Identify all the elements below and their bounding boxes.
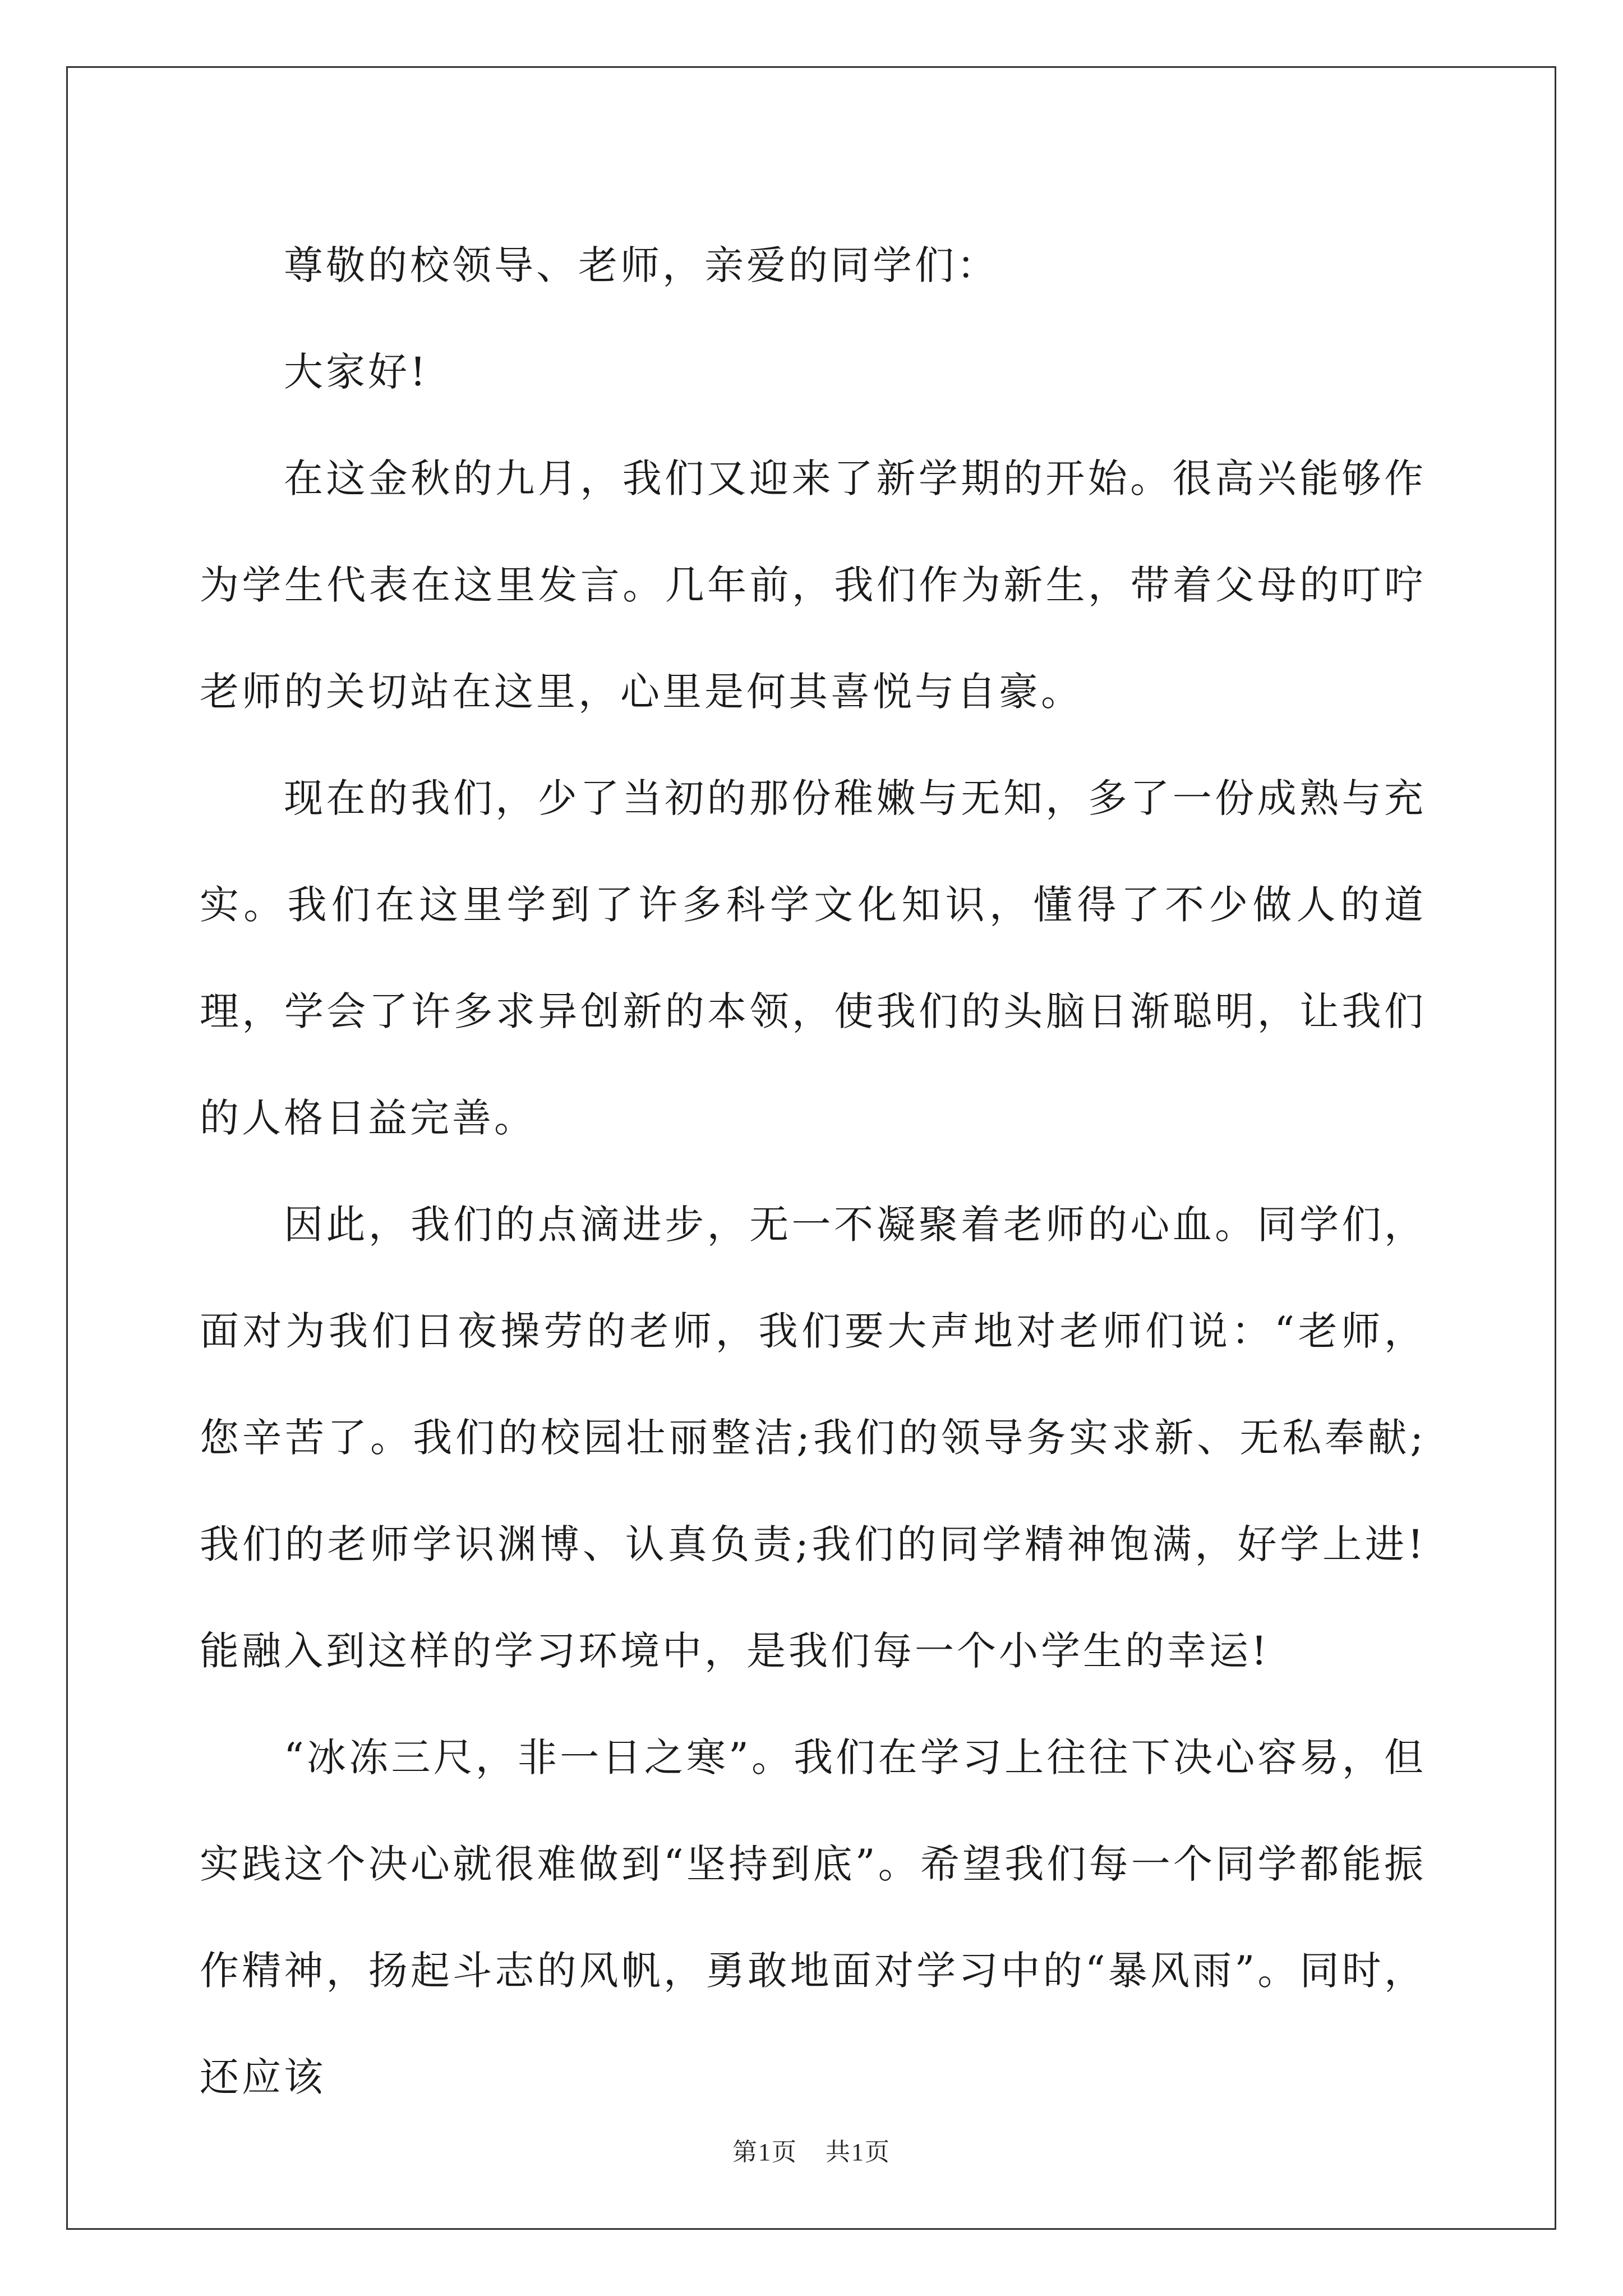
page-footer xyxy=(0,2132,1623,2168)
document-body xyxy=(200,212,1426,2131)
body-paragraph: 因此，我们的点滴进步，无一不凝聚着老师的心血。同学们，面对为我们日夜操劳的老师，我们要大声地对老师们说：“老师，您辛苦了。我们的校园壮丽整洁;我们的领导务实求新、无私奉献;我们的老师学识渊博、认真负责;我们的同学精神饱满，好学上进!能融入到这样的学习环境中，是我们每一个小学生的幸运! xyxy=(200,1202,1426,1674)
greeting-paragraph: 大家好! xyxy=(284,349,429,395)
body-paragraph: 在这金秋的九月，我们又迎来了新学期的开始。很高兴能够作为学生代表在这里发言。几年前，我们作为新生，带着父母的叮咛老师的关切站在这里，心里是何其喜悦与自豪。 xyxy=(200,455,1426,715)
salutation-paragraph: 尊敬的校领导、老师，亲爱的同学们： xyxy=(284,242,999,288)
body-paragraph: “冰冻三尺，非一日之寒”。我们在学习上往往下决心容易，但实践这个决心就很难做到“坚持到底”。希望我们每一个同学都能振作精神，扬起斗志的风帆，勇敢地面对学习中的“暴风雨”。同时，还应该 xyxy=(200,1734,1426,2100)
body-paragraph: 现在的我们，少了当初的那份稚嫩与无知，多了一份成熟与充实。我们在这里学到了许多科学文化知识，懂得了不少做人的道理，学会了许多求异创新的本领，使我们的头脑日渐聪明，让我们的人格日益完善。 xyxy=(200,775,1426,1141)
page-total: 共1页 xyxy=(826,2138,891,2166)
page-number: 第1页 xyxy=(732,2138,797,2166)
